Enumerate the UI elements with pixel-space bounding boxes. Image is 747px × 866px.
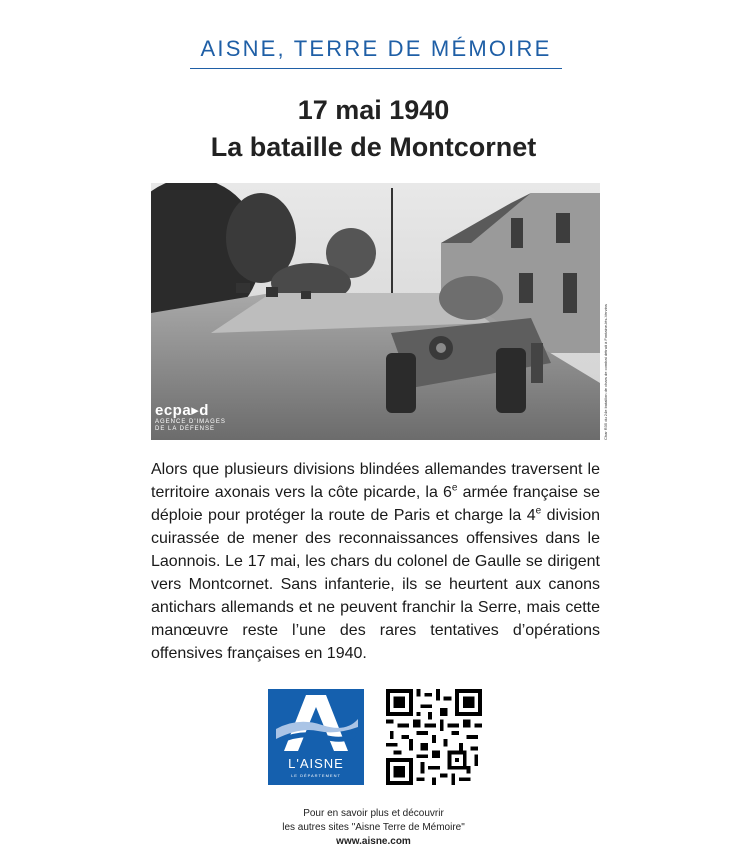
ecpad-logo: ecpa▸d AGENCE D'IMAGES DE LA DÉFENSE	[155, 402, 226, 432]
footer-line2: les autres sites "Aisne Terre de Mémoire"	[282, 822, 465, 833]
website-link[interactable]: www.aisne.com	[336, 836, 411, 847]
page-header: AISNE, TERRE DE MÉMOIRE	[190, 36, 562, 69]
aisne-a-emblem-icon	[268, 689, 364, 759]
footer-info	[200, 807, 547, 849]
qr-code-icon[interactable]	[386, 689, 482, 785]
aisne-department-logo[interactable]	[268, 689, 364, 785]
aisne-logo-sub: LE DÉPARTEMENT	[291, 773, 341, 778]
historical-photo	[151, 183, 600, 440]
description-text: Alors que plusieurs divisions blindées allemandes traversent le territoire axonais vers la côte picarde, la 6e armée française se déploie pour protéger la route de Paris et charge la 4e division cuirassée de mener des reconnaissances offensives dans le Laonnois. Le 17 mai, les chars du colonel de Gaulle se dirigent vers Montcornet. Sans infanterie, ils se heurtent aux canons antichars allemands et ne peuvent franchir la Serre, mais cette manœuvre reste l’une des rares tentatives d’opérations offensives françaises en 1940.	[151, 461, 600, 662]
footer-line1: Pour en savoir plus et découvrir	[303, 808, 444, 819]
aisne-logo-name: L'AISNE	[288, 756, 344, 771]
title-subject: La bataille de Montcornet	[210, 132, 537, 162]
title-date: 17 mai 1940	[297, 95, 450, 125]
photo-credit: Char R35 du 24e bataillon de chars de combat détruit à Fontaine-lès-Vervins	[603, 304, 608, 440]
page-title	[100, 92, 647, 166]
